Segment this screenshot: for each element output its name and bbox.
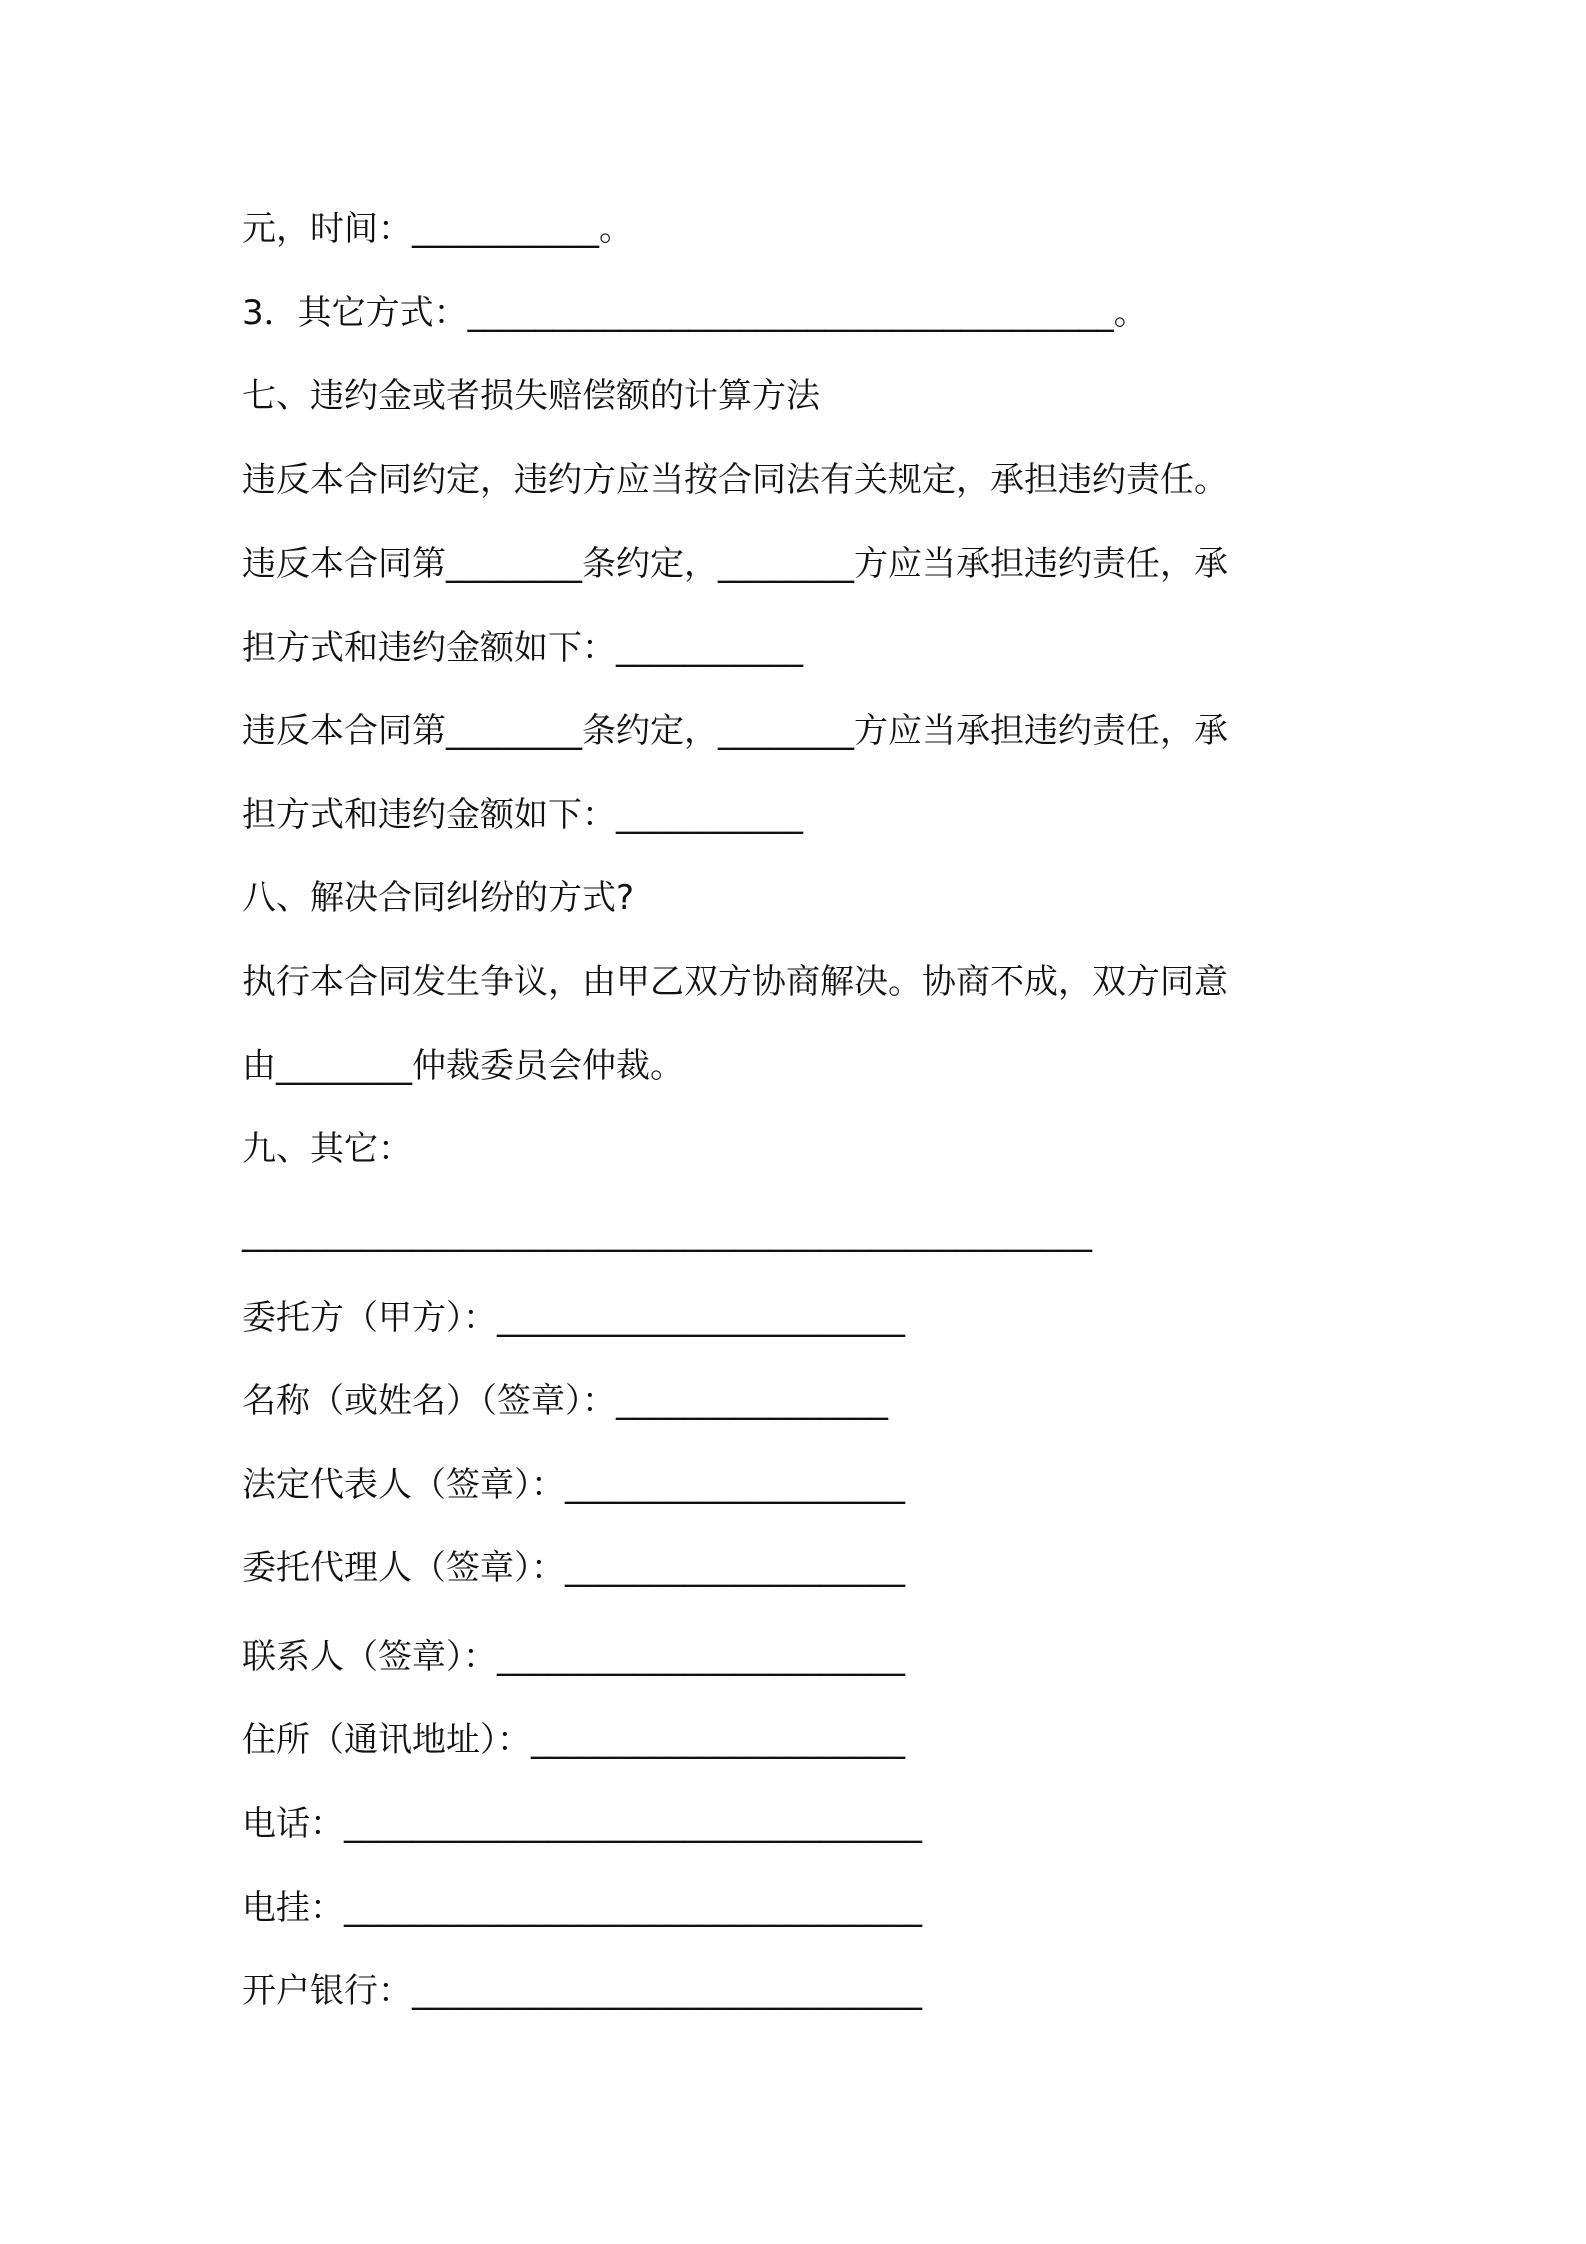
contact-signature-line: 联系人（签章）：________________________ <box>242 1637 905 1677</box>
address-line: 住所（通讯地址）：______________________ <box>242 1720 905 1760</box>
breach-clause-2-line-a: 违反本合同第________条约定，________方应当承担违约责任，承 <box>242 711 1228 751</box>
other-method-line: 3．其它方式：______________________________________。 <box>242 293 1148 333</box>
name-signature-line: 名称（或姓名）（签章）：________________ <box>242 1381 888 1421</box>
section-8-heading: 八、解决合同纠纷的方式? <box>242 878 635 918</box>
breach-clause-1-line-b: 担方式和违约金额如下：___________ <box>242 628 803 668</box>
client-party-line: 委托方（甲方）：________________________ <box>242 1298 905 1338</box>
legal-rep-signature-line: 法定代表人（签章）：____________________ <box>242 1465 905 1505</box>
phone-line: 电话：__________________________________ <box>242 1804 922 1844</box>
breach-general-line: 违反本合同约定，违约方应当按合同法有关规定，承担违约责任。 <box>242 460 1228 500</box>
section-7-heading: 七、违约金或者损失赔偿额的计算方法 <box>242 376 820 416</box>
telegraph-line: 电挂：__________________________________ <box>242 1888 922 1928</box>
other-blank-line: __________________________________________________ <box>242 1213 1092 1253</box>
section-9-heading: 九、其它： <box>242 1129 412 1169</box>
breach-clause-2-line-b: 担方式和违约金额如下：___________ <box>242 795 803 835</box>
agent-signature-line: 委托代理人（签章）：____________________ <box>242 1548 905 1588</box>
dispute-line-b: 由________仲裁委员会仲裁。 <box>242 1046 684 1086</box>
breach-clause-1-line-a: 违反本合同第________条约定，________方应当承担违约责任，承 <box>242 544 1228 584</box>
payment-time-line: 元，时间：___________。 <box>242 209 633 249</box>
bank-line: 开户银行：______________________________ <box>242 1971 922 2011</box>
dispute-line-a: 执行本合同发生争议，由甲乙双方协商解决。协商不成，双方同意 <box>242 962 1228 1002</box>
